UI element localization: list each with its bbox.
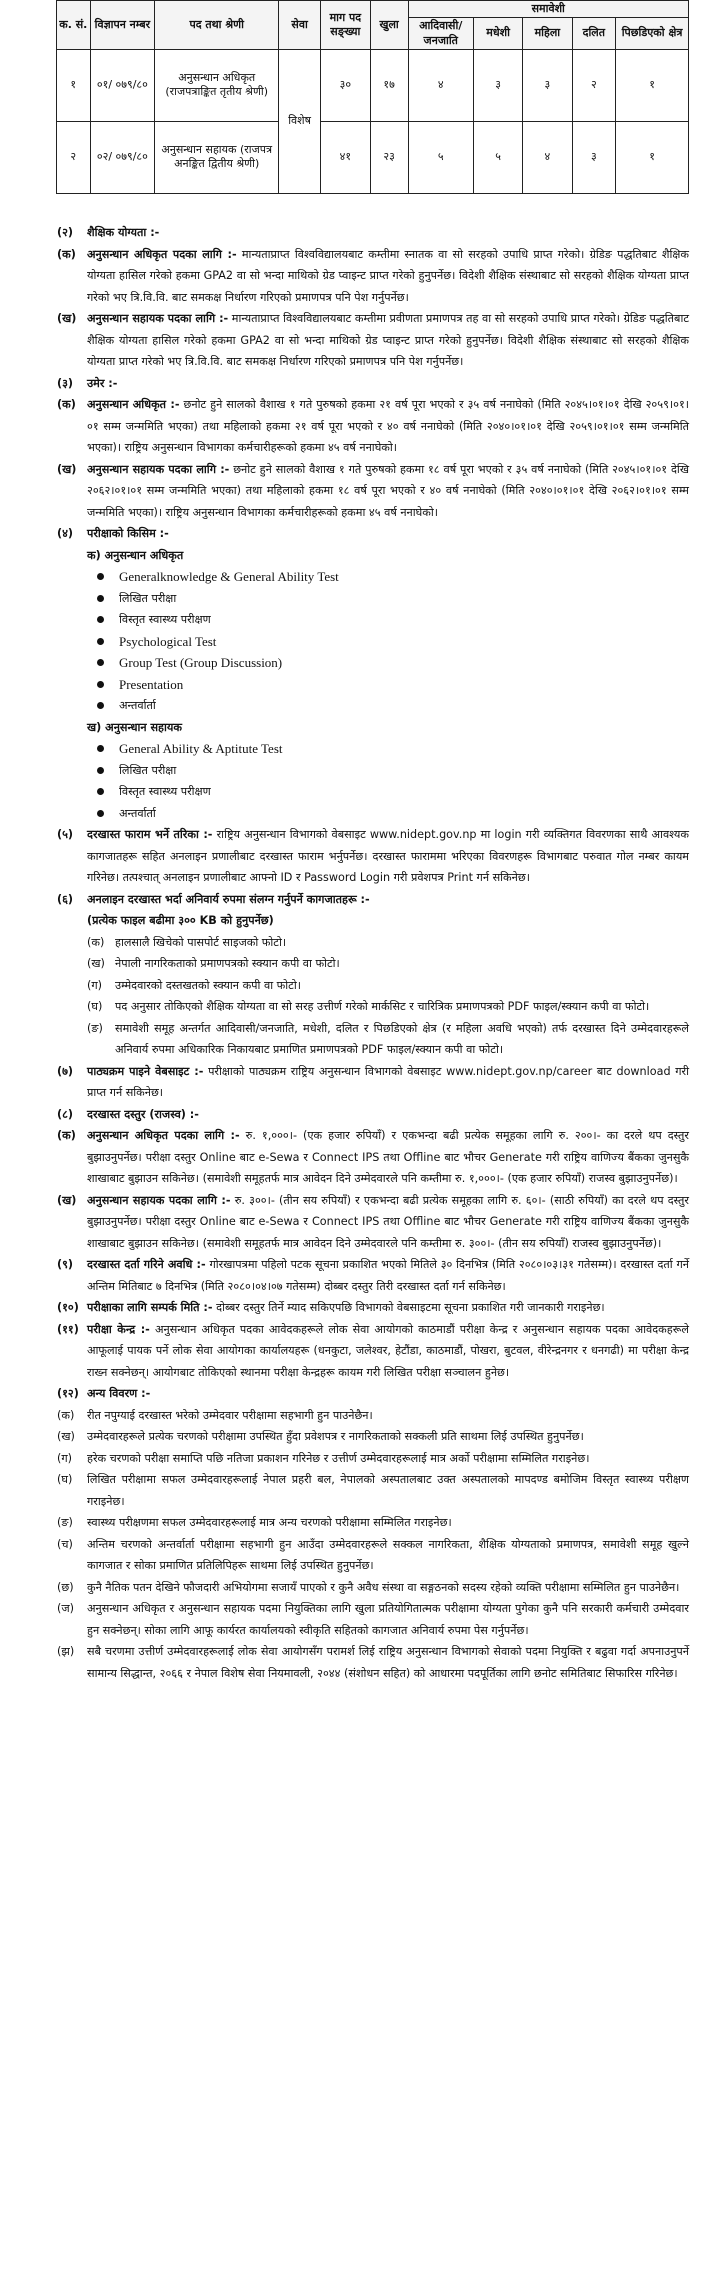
list-item — [57, 1469, 689, 1512]
section-number: (८) — [57, 1107, 74, 1121]
table-header-row-1 — [57, 1, 689, 18]
section-age — [57, 373, 689, 395]
section-contact-date — [57, 1297, 689, 1319]
item-text — [87, 459, 689, 524]
qualification-assistant — [57, 308, 689, 373]
cell-pichhadiyeko: १ — [616, 121, 689, 193]
section-number: (१०) — [57, 1301, 79, 1314]
vacancy-table — [56, 0, 689, 194]
cell-madhesi: ५ — [474, 121, 523, 193]
section-exam-type — [57, 523, 689, 545]
section-number: (७) — [57, 1064, 74, 1078]
item-title: अनुसन्धान सहायक पदका लागि :- — [87, 312, 229, 325]
col-post: पद तथा श्रेणी — [155, 1, 279, 50]
item-body: रु. ३००।- (तीन सय रुपियाँ) र एकभन्दा बढी प्रत्येक समूहका लागि रु. ६०।- (साठी रुपियाँ) का दरले थप दस्तुर बुझाउनुपर्नेछ। परीक्षा दस्तुर Online बाट e-Sewa र Connect IPS तथा Offline बाट भौचर Generate गरी राष्ट्रिय वाणिज्य बैंकका जुनसुकै शाखाबाट बुझाउन सकिनेछ। (समावेशी समूहतर्फ मात्र आवेदन दिने उम्मेदवारले पनि कम्तीमा रु. ३००।- (तीन सय रुपियाँ) राजस्व बुझाउनुपर्नेछ)। — [87, 1193, 689, 1250]
item-text — [87, 394, 689, 459]
item-key: (क) — [57, 398, 76, 411]
table-row — [57, 49, 689, 121]
table-row — [57, 121, 689, 193]
item-body: रु. १,०००।- (एक हजार रुपियाँ) र एकभन्दा बढी प्रत्येक समूहका लागि रु. २००।- का दरले थप दस्तुर बुझाउनुपर्नेछ। परीक्षा दस्तुर Online बाट e-Sewa र Connect IPS तथा Offline बाट भौचर Generate गरी राष्ट्रिय वाणिज्य बैंकका जुनसुकै शाखाबाट बुझाउन सकिनेछ। (समावेशी समूहतर्फ मात्र आवेदन दिने उम्मेदवारले पनि कम्तीमा रु. १,०००।- (एक हजार रुपियाँ) राजस्व बुझाउनुपर्नेछ)। — [87, 1129, 689, 1185]
section-documents — [57, 889, 689, 911]
list-item — [57, 996, 689, 1018]
section-number: (२) — [57, 226, 74, 239]
cell-ad-no: ०१/ ०७९/८० — [90, 49, 155, 121]
section-title: शैक्षिक योग्यता :- — [87, 226, 160, 239]
item-title: अनुसन्धान अधिकृत :- — [87, 398, 180, 411]
item-key: (ख) — [57, 312, 77, 325]
item-key: (छ) — [57, 1580, 74, 1594]
section-exam-center — [57, 1319, 689, 1384]
section-title: पाठ्यक्रम पाइने वेबसाइट :- — [87, 1064, 204, 1078]
exam-list-officer — [57, 566, 689, 717]
item-title: अनुसन्धान अधिकृत पदका लागि :- — [87, 1129, 240, 1142]
section-fee — [57, 1104, 689, 1126]
item-key: (घ) — [87, 1000, 103, 1013]
item-body: लिखित परीक्षामा सफल उम्मेदवारहरूलाई नेपाल प्रहरी बल, नेपालको अस्पतालबाट उक्त अस्पतालको मापदण्ड बमोजिम विस्तृत स्वास्थ्य परीक्षण गराइनेछ। — [87, 1473, 689, 1508]
item-body: सबै चरणमा उत्तीर्ण उम्मेदवारहरूलाई लोक सेवा आयोगसँग परामर्श लिई राष्ट्रिय अनुसन्धान विभागको सेवाको पदमा नियुक्ति र बढुवा गर्दा अपनाउनुपर्ने सामान्य सिद्धान्त, २०६६ र नेपाल विशेष सेवा नियमावली, २०४४ (संशोधन सहित) को आधारमा पदपूर्तिका लागि छनोट समितिबाट सिफारिस गरिनेछ। — [87, 1645, 689, 1680]
qualification-officer — [57, 244, 689, 309]
cell-mahila: ४ — [523, 121, 572, 193]
item-key: (झ) — [57, 1645, 75, 1658]
list-item — [57, 1405, 689, 1427]
item-text — [87, 244, 689, 309]
section-title: दरखास्त दर्ता गरिने अवधि :- — [87, 1258, 206, 1271]
list-item: अन्तर्वार्ता — [119, 803, 689, 825]
section-title: दरखास्त फाराम भर्ने तरिका :- — [87, 828, 213, 841]
section-number: (६) — [57, 892, 74, 906]
item-body: छनोट हुने सालको वैशाख १ गते पुरुषको हकमा २१ वर्ष पूरा भएको र ३५ वर्ष ननाघेको (मिति २०४५।०१।०१ देखि २०५९।०१।०१ सम्म जन्ममिति भएका) तथा महिलाको हकमा २१ वर्ष पूरा भएको र ४० वर्ष ननाघेको (मिति २०४०।०१।०१ देखि २०५९।०१।०१ सम्म जन्ममिति भएका)। राष्ट्रिय अनुसन्धान विभागका कर्मचारीहरूको हकमा ४५ वर्ष ननाघेको। — [87, 398, 690, 454]
list-item — [57, 953, 689, 975]
item-text — [87, 1190, 689, 1255]
cell-ad-no: ०२/ ०७९/८० — [90, 121, 155, 193]
section-text — [87, 1061, 689, 1104]
col-open: खुला — [370, 1, 408, 50]
col-demand: माग पद सङ्ख्या — [320, 1, 370, 50]
section-text — [87, 1254, 689, 1297]
item-body: उम्मेदवारको दस्तखतको स्क्यान कपी वा फोटो। — [115, 978, 301, 992]
col-service: सेवा — [279, 1, 321, 50]
section-title: दरखास्त दस्तुर (राजस्व) :- — [87, 1107, 199, 1121]
age-assistant — [57, 459, 689, 524]
fee-officer — [57, 1125, 689, 1190]
cell-open: १७ — [370, 49, 408, 121]
cell-demand: ३० — [320, 49, 370, 121]
item-body: मान्यताप्राप्त विश्वविद्यालयबाट कम्तीमा स्नातक वा सो सरहको उपाधि प्राप्त गरेको। ग्रेडिङ पद्धतिबाट शैक्षिक योग्यता हासिल गरेको हकमा GPA2 वा सो भन्दा माथिको ग्रेड प्वाइन्ट प्राप्त गरेको हुनुपर्नेछ। विदेशी शैक्षिक संस्थाबाट सो सरहको शैक्षिक योग्यता प्राप्त गरेको भए त्रि.वि.वि. बाट समकक्ष निर्धारण गरिएको प्रमाणपत्र पनि पेश गर्नुपर्नेछ। — [87, 247, 689, 304]
item-key: (ख) — [57, 1193, 77, 1207]
item-key: (ङ) — [57, 1516, 73, 1529]
section-body: अनुसन्धान अधिकृत पदका आवेदकहरूले लोक सेवा आयोगको काठमाडौं परीक्षा केन्द्र र अनुसन्धान सहायक पदका आवेदकहरूले आफूलाई पायक पर्ने लोक सेवा आयोगका कार्यालयहरू (धनकुटा, जलेश्वर, हेटौंडा, काठमाडौं, पोखरा, बुटवल, वीरेन्द्रनगर र धनगढी) मा परीक्षा केन्द्र राख्न सक्नेछन्। आयोगबाट तोकिएको स्थानमा परीक्षा केन्द्रहरू कायम गरी लिखित परीक्षा सञ्चालन हुनेछ। — [87, 1322, 689, 1379]
item-key: (च) — [57, 1537, 73, 1551]
section-title: अनलाइन दरखास्त भर्दा अनिवार्य रुपमा संलग्न गर्नुपर्ने कागजातहरू :- — [87, 892, 370, 906]
section-registration-period — [57, 1254, 689, 1297]
item-title: अनुसन्धान सहायक पदका लागि :- — [87, 1193, 231, 1207]
cell-post: अनुसन्धान अधिकृत (राजपत्राङ्कित तृतीय श्रेणी) — [155, 49, 279, 121]
item-key: (क) — [87, 935, 105, 949]
cell-demand: ४१ — [320, 121, 370, 193]
cell-adibasi: ५ — [408, 121, 473, 193]
item-key: (ग) — [87, 978, 103, 992]
item-body: कुनै नैतिक पतन देखिने फौजदारी अभियोगमा सजायँ पाएको र कुनै अवैध संस्था वा सङ्गठनको सदस्य रहेको व्यक्ति परीक्षामा सम्मिलित हुन पाउनेछैन। — [87, 1580, 680, 1594]
item-body: उम्मेदवारहरूले प्रत्येक चरणको परीक्षामा उपस्थित हुँदा प्रवेशपत्र र नागरिकताको सक्कली प्रति साथमा लिई उपस्थित हुनुपर्नेछ। — [87, 1430, 584, 1443]
section-text — [87, 1319, 689, 1384]
col-madhesi: मधेशी — [474, 18, 523, 50]
item-body: नेपाली नागरिकताको प्रमाणपत्रको स्क्यान कपी वा फोटो। — [115, 957, 340, 970]
item-key: (ग) — [57, 1451, 73, 1465]
item-key: (क) — [57, 247, 76, 261]
exam-type-officer-heading: क) अनुसन्धान अधिकृत — [87, 548, 184, 562]
section-title: अन्य विवरण :- — [87, 1387, 151, 1400]
cell-dalit: ३ — [572, 121, 616, 193]
list-item — [57, 975, 689, 997]
list-item: अन्तर्वार्ता — [119, 695, 689, 717]
section-other-details — [57, 1383, 689, 1405]
list-item: विस्तृत स्वास्थ्य परीक्षण — [119, 781, 689, 803]
item-key: (ङ) — [87, 1021, 103, 1035]
item-text — [87, 1125, 689, 1190]
cell-adibasi: ४ — [408, 49, 473, 121]
section-body: गोरखापत्रमा पहिलो पटक सूचना प्रकाशित भएको मितिले ३० दिनभित्र (मिति २०८०।०३।३१ गतेसम्म)। दरखास्त दर्ता गर्ने अन्तिम मितिबाट ७ दिनभित्र (मिति २०८०।०४।०७ गतेसम्म) दोब्बर दस्तुर तिरी दरखास्त दर्ता गर्न सकिनेछ। — [87, 1258, 689, 1293]
item-key: (ख) — [87, 957, 105, 970]
section-title: परीक्षा केन्द्र :- — [87, 1322, 150, 1336]
list-item: General Ability & Aptitute Test — [119, 738, 689, 760]
section-number: (४) — [57, 527, 74, 540]
item-body: मान्यताप्राप्त विश्वविद्यालयबाट कम्तीमा प्रवीणता प्रमाणपत्र तह वा सो सरहको उपाधि प्राप्त गरेको। ग्रेडिङ पद्धतिबाट शैक्षिक योग्यता हासिल गरेको हकमा GPA2 वा सो भन्दा माथिको ग्रेड प्वाइन्ट प्राप्त गरेको हुनुपर्नेछ। विदेशी शैक्षिक संस्थाबाट सो सरहको शैक्षिक योग्यता प्राप्त गरेको भए त्रि.वि.वि. बाट समकक्ष निर्धारण गरिएको प्रमाणपत्र पनि पेश गर्नुपर्नेछ। — [87, 312, 689, 368]
col-mahila: महिला — [523, 18, 572, 50]
list-item — [57, 1512, 689, 1534]
section-number: (११) — [57, 1322, 79, 1336]
list-item — [57, 1448, 689, 1470]
list-item: लिखित परीक्षा — [119, 588, 689, 610]
item-key: (ख) — [57, 462, 77, 476]
section-application-method — [57, 824, 689, 889]
item-body: समावेशी समूह अन्तर्गत आदिवासी/जनजाति, मधेशी, दलित र पिछडिएको क्षेत्र (र महिला अवधि भएको) तर्फ दरखास्त दिने उम्मेदवारहरूले अनिवार्य रुपमा अधिकारिक निकायबाट प्रमाणित प्रमाणपत्रको PDF फाइल/स्क्यान कपी वा फोटो। — [115, 1021, 689, 1056]
item-body: हालसालै खिचेको पासपोर्ट साइजको फोटो। — [115, 935, 287, 949]
list-item — [57, 1426, 689, 1448]
item-key: (ख) — [57, 1430, 75, 1443]
age-officer — [57, 394, 689, 459]
section-title: परीक्षाको किसिम :- — [87, 527, 169, 540]
list-item: विस्तृत स्वास्थ्य परीक्षण — [119, 609, 689, 631]
item-key: (क) — [57, 1129, 76, 1142]
section-text — [87, 1297, 689, 1319]
item-body: रीत नपुग्याई दरखास्त भरेको उम्मेदवार परीक्षामा सहभागी हुन पाउनेछैन। — [87, 1408, 373, 1422]
list-item — [57, 1598, 689, 1641]
section-text — [87, 824, 689, 889]
section-body: राष्ट्रिय अनुसन्धान विभागको वेबसाइट www.nidept.gov.np मा login गरी व्यक्तिगत विवरणका साथै आवश्यक कागजातहरू सहित अनलाइन प्रणालीबाट दरखास्त फाराम भर्नुपर्नेछ। दरखास्त फाराममा भरिएका विवरणहरू विभागबाट परुवात गोल नम्बर कायम गरिनेछ। तत्पश्चात् अनलाइन प्रणालीबाट आफ्नो ID र Password Login गरी प्रवेशपत्र Print गर्न सकिनेछ। — [87, 828, 689, 884]
exam-list-assistant — [57, 738, 689, 824]
col-sn: क. सं. — [57, 1, 91, 50]
item-title: अनुसन्धान सहायक पदका लागि :- — [87, 462, 230, 476]
list-item: लिखित परीक्षा — [119, 760, 689, 782]
col-adibasi: आदिवासी/ जनजाति — [408, 18, 473, 50]
item-key: (ज) — [57, 1602, 75, 1615]
list-item — [57, 1018, 689, 1061]
cell-pichhadiyeko: १ — [616, 49, 689, 121]
section-title: परीक्षाका लागि सम्पर्क मिति :- — [87, 1301, 213, 1314]
cell-service: विशेष — [279, 49, 321, 193]
section-syllabus — [57, 1061, 689, 1104]
item-key: (क) — [57, 1408, 75, 1422]
list-item — [57, 1577, 689, 1599]
list-item: Generalknowledge & General Ability Test — [119, 566, 689, 588]
exam-type-assistant-heading: ख) अनुसन्धान सहायक — [87, 720, 182, 734]
section-number: (१२) — [57, 1387, 79, 1400]
section-number: (३) — [57, 376, 74, 390]
item-body: छनोट हुने सालको वैशाख १ गते पुरुषको हकमा १८ वर्ष पूरा भएको र ३५ वर्ष ननाघेको (मिति २०४५।०१।०१ देखि २०६२।०१।०१ सम्म जन्ममिति भएका) तथा महिलाको हकमा १८ वर्ष पूरा भएको र ४० वर्ष ननाघेको (मिति २०४०।०१।०१ देखि २०६२।०१।०१ सम्म जन्ममिति भएका)। राष्ट्रिय अनुसन्धान विभागका कर्मचारीहरूको हकमा ४५ वर्ष ननाघेको। — [87, 462, 689, 519]
cell-sn: २ — [57, 121, 91, 193]
list-item: Group Test (Group Discussion) — [119, 652, 689, 674]
notice-body — [57, 222, 689, 1684]
list-item — [57, 1641, 689, 1684]
item-body: हरेक चरणको परीक्षा समाप्ति पछि नतिजा प्रकाशन गरिनेछ र उत्तीर्ण उम्मेदवारहरूलाई मात्र अर्को परीक्षामा सम्मिलित गराइनेछ। — [87, 1451, 590, 1465]
list-item: Presentation — [119, 674, 689, 696]
section-qualification — [57, 222, 689, 244]
section-body: परीक्षाको पाठ्यक्रम राष्ट्रिय अनुसन्धान विभागको वेबसाइट www.nidept.gov.np/career बाट download गरी प्राप्त गर्न सकिनेछ। — [87, 1064, 689, 1099]
item-title: अनुसन्धान अधिकृत पदका लागि :- — [87, 247, 237, 261]
item-body: स्वास्थ्य परीक्षणमा सफल उम्मेदवारहरूलाई मात्र अन्य चरणको परीक्षामा सम्मिलित गराइनेछ। — [87, 1516, 452, 1529]
section-number: (५) — [57, 828, 74, 841]
item-text — [87, 308, 689, 373]
cell-post: अनुसन्धान सहायक (राजपत्र अनङ्कित द्वितीय श्रेणी) — [155, 121, 279, 193]
list-item: Psychological Test — [119, 631, 689, 653]
cell-open: २३ — [370, 121, 408, 193]
item-body: पद अनुसार तोकिएको शैक्षिक योग्यता वा सो सरह उत्तीर्ण गरेको मार्कसिट र चारित्रिक प्रमाणपत्रको PDF फाइल/स्क्यान कपी वा फोटो। — [115, 1000, 650, 1013]
section-body: दोब्बर दस्तुर तिर्ने म्याद सकिएपछि विभागको वेबसाइटमा सूचना प्रकाशित गरी जानकारी गराइनेछ। — [216, 1301, 605, 1314]
col-dalit: दलित — [572, 18, 616, 50]
item-key: (घ) — [57, 1473, 73, 1486]
item-body: अन्तिम चरणको अन्तर्वार्ता परीक्षामा सहभागी हुन आउँदा उम्मेदवारहरूले सक्कल नागरिकता, शैक्षिक योग्यताको प्रमाणपत्र, समावेशी समूह खुल्ने कागजात र सोका प्रमाणित प्रतिलिपिहरू साथमा लिई उपस्थित हुनुपर्नेछ। — [87, 1537, 689, 1572]
list-item — [57, 1534, 689, 1577]
col-ad-no: विज्ञापन नम्बर — [90, 1, 155, 50]
file-size-note: (प्रत्येक फाइल बढीमा ३०० KB को हुनुपर्नेछ) — [87, 914, 274, 927]
cell-mahila: ३ — [523, 49, 572, 121]
section-number: (९) — [57, 1258, 74, 1271]
col-inclusive: समावेशी — [408, 1, 688, 18]
item-body: अनुसन्धान अधिकृत र अनुसन्धान सहायक पदमा नियुक्तिका लागि खुला प्रतियोगितात्मक परीक्षामा योग्यता पुगेका कुनै पनि सरकारी कर्मचारी उम्मेदवार हुन सक्नेछन्। सोका लागि आफू कार्यरत कार्यालयको स्वीकृति सहितको कागजात अनिवार्य रुपमा पेस गर्नुपर्नेछ। — [87, 1602, 689, 1637]
section-title: उमेर :- — [87, 376, 118, 390]
fee-assistant — [57, 1190, 689, 1255]
col-pichhadiyeko: पिछडिएको क्षेत्र — [616, 18, 689, 50]
cell-sn: १ — [57, 49, 91, 121]
list-item — [57, 932, 689, 954]
cell-madhesi: ३ — [474, 49, 523, 121]
cell-dalit: २ — [572, 49, 616, 121]
